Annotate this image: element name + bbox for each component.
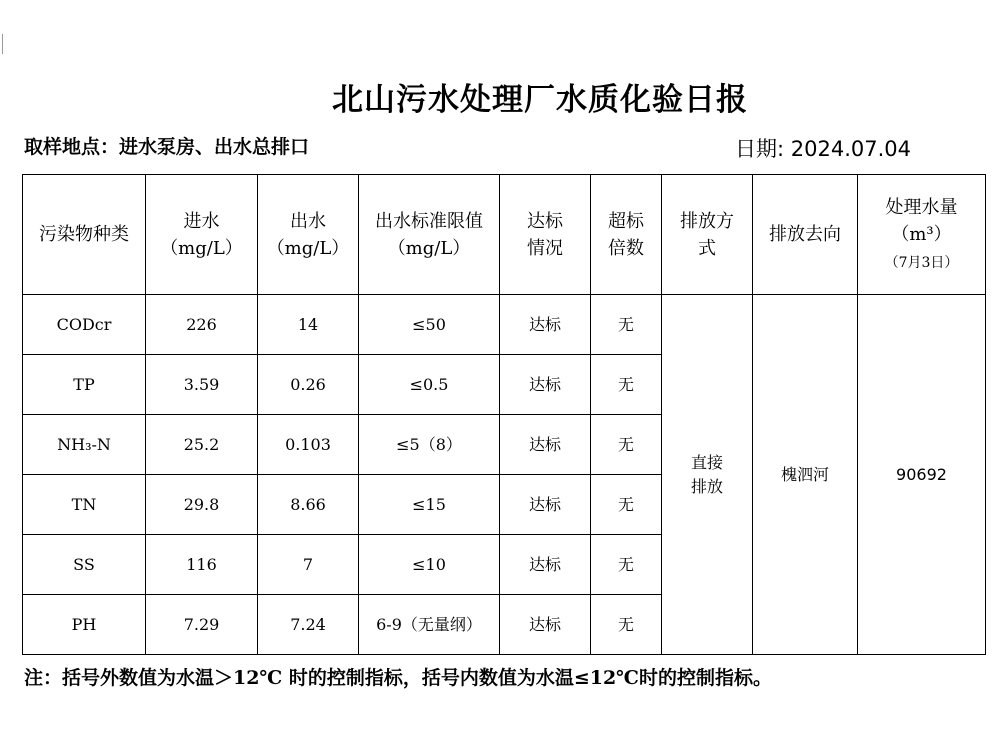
cell-limit: ≤10 xyxy=(359,535,500,595)
cell-limit: ≤15 xyxy=(359,475,500,535)
cell-exceed: 无 xyxy=(591,355,662,415)
table-header-row xyxy=(23,175,986,295)
header-discharge-method: 排放方 式 xyxy=(662,175,753,295)
cell-exceed: 无 xyxy=(591,535,662,595)
cell-limit: ≤5（8） xyxy=(359,415,500,475)
cell-pollutant: SS xyxy=(23,535,146,595)
cell-influent: 25.2 xyxy=(146,415,258,475)
header-compliance: 达标 情况 xyxy=(500,175,591,295)
cell-pollutant: TP xyxy=(23,355,146,415)
water-quality-table xyxy=(22,174,986,655)
cell-effluent: 0.103 xyxy=(258,415,359,475)
cell-pollutant: CODcr xyxy=(23,295,146,355)
header-discharge-destination: 排放去向 xyxy=(753,175,858,295)
cell-influent: 3.59 xyxy=(146,355,258,415)
cell-effluent: 0.26 xyxy=(258,355,359,415)
cell-exceed: 无 xyxy=(591,595,662,655)
cell-influent: 29.8 xyxy=(146,475,258,535)
cell-effluent: 14 xyxy=(258,295,359,355)
cell-effluent: 8.66 xyxy=(258,475,359,535)
cell-effluent: 7.24 xyxy=(258,595,359,655)
header-effluent: 出水 （mg/L） xyxy=(258,175,359,295)
cell-discharge-destination: 槐泗河 xyxy=(753,295,858,655)
cell-status: 达标 xyxy=(500,355,591,415)
footnote: 注：括号外数值为水温＞12℃ 时的控制指标，括号内数值为水温≤12℃时的控制指标。 xyxy=(24,667,772,689)
report-title: 北山污水处理厂水质化验日报 xyxy=(332,82,748,118)
cell-limit: ≤0.5 xyxy=(359,355,500,415)
header-limit: 出水标准限值 （mg/L） xyxy=(359,175,500,295)
cell-limit: ≤50 xyxy=(359,295,500,355)
header-exceed-multiple: 超标 倍数 xyxy=(591,175,662,295)
header-pollutant: 污染物种类 xyxy=(23,175,146,295)
cell-status: 达标 xyxy=(500,535,591,595)
cell-influent: 7.29 xyxy=(146,595,258,655)
cell-status: 达标 xyxy=(500,595,591,655)
cell-status: 达标 xyxy=(500,475,591,535)
cell-status: 达标 xyxy=(500,295,591,355)
cell-status: 达标 xyxy=(500,415,591,475)
cell-influent: 116 xyxy=(146,535,258,595)
cell-treated-volume: 90692 xyxy=(858,295,986,655)
cell-pollutant: NH₃-N xyxy=(23,415,146,475)
cell-exceed: 无 xyxy=(591,295,662,355)
cell-pollutant: TN xyxy=(23,475,146,535)
cell-exceed: 无 xyxy=(591,475,662,535)
cell-discharge-method: 直接 排放 xyxy=(662,295,753,655)
header-treated-volume: 处理水量 （m³） （7月3日） xyxy=(858,175,986,295)
cell-pollutant: PH xyxy=(23,595,146,655)
sampling-location: 取样地点：进水泵房、出水总排口 xyxy=(24,136,310,158)
report-date: 日期: 2024.07.04 xyxy=(735,137,911,161)
page-edge-mark xyxy=(2,34,3,54)
cell-limit: 6-9（无量纲） xyxy=(359,595,500,655)
table-row xyxy=(23,295,986,355)
cell-effluent: 7 xyxy=(258,535,359,595)
header-influent: 进水 （mg/L） xyxy=(146,175,258,295)
cell-exceed: 无 xyxy=(591,415,662,475)
cell-influent: 226 xyxy=(146,295,258,355)
